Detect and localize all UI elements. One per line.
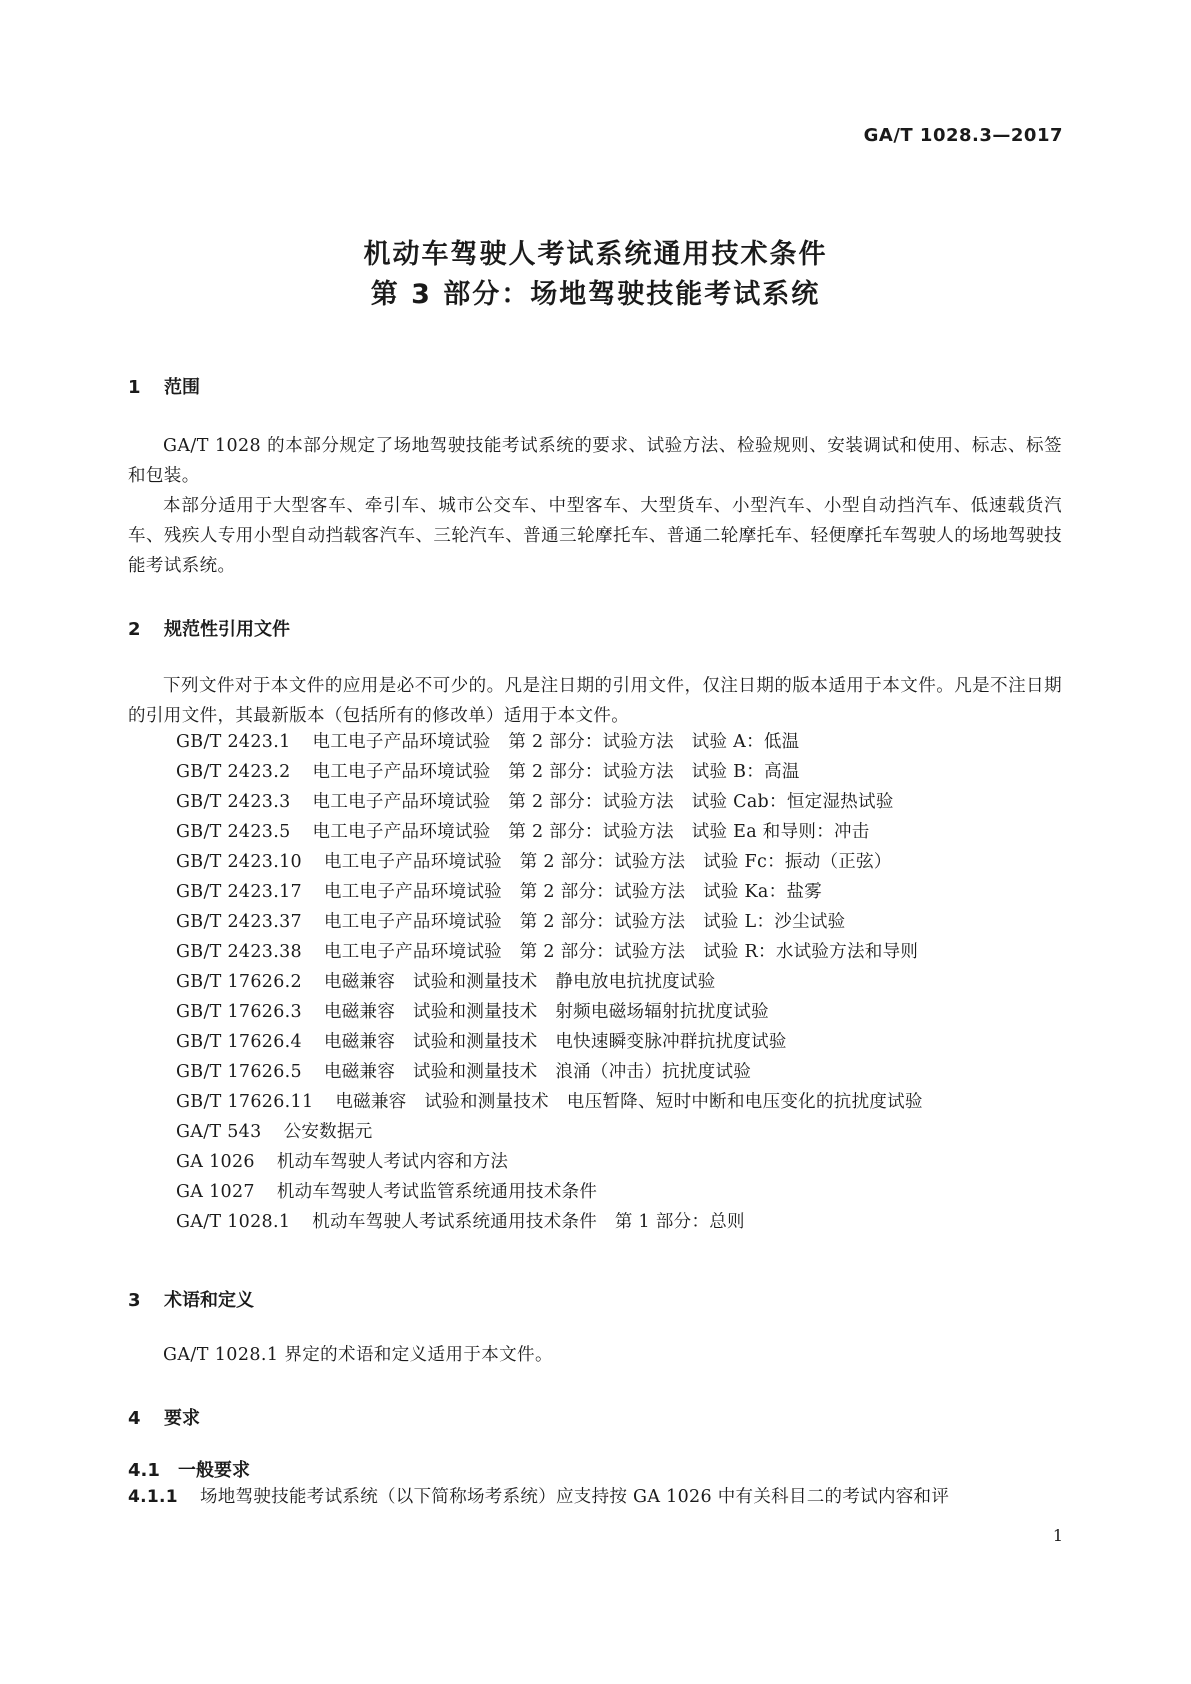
- reference-code: GA 1026: [176, 1152, 255, 1172]
- reference-title: 电工电子产品环境试验 第 2 部分：试验方法 试验 A：低温: [312, 732, 800, 752]
- reference-item: [176, 787, 923, 817]
- reference-title: 机动车驾驶人考试内容和方法: [276, 1152, 509, 1172]
- reference-code: GB/T 17626.4: [176, 1032, 302, 1052]
- reference-code: GB/T 2423.37: [176, 912, 302, 932]
- reference-item: [176, 1117, 923, 1147]
- reference-item: [176, 1207, 923, 1237]
- reference-item: [176, 1027, 923, 1057]
- reference-item: [176, 847, 923, 877]
- reference-code: GB/T 17626.3: [176, 1002, 302, 1022]
- section-4-heading: [128, 1404, 200, 1430]
- reference-item: [176, 1177, 923, 1207]
- reference-item: [176, 997, 923, 1027]
- reference-code: GA 1027: [176, 1182, 255, 1202]
- reference-code: GB/T 2423.38: [176, 942, 302, 962]
- reference-code: GA/T 543: [176, 1122, 262, 1142]
- reference-code: GB/T 2423.17: [176, 882, 302, 902]
- reference-title: 公安数据元: [283, 1122, 373, 1142]
- section-title: 范围: [164, 377, 200, 398]
- reference-title: 电磁兼容 试验和测量技术 射频电磁场辐射抗扰度试验: [323, 1002, 769, 1022]
- section-title: 一般要求: [178, 1460, 250, 1481]
- normative-references-list: [176, 727, 923, 1237]
- reference-item: [176, 1057, 923, 1087]
- reference-code: GB/T 2423.1: [176, 732, 291, 752]
- section-1-paragraph-1: GA/T 1028 的本部分规定了场地驾驶技能考试系统的要求、试验方法、检验规则、安装调试和使用、标志、标签和包装。: [128, 436, 1062, 486]
- reference-item: [176, 937, 923, 967]
- section-4-1-heading: [128, 1456, 250, 1482]
- reference-title: 电工电子产品环境试验 第 2 部分：试验方法 试验 Ea 和导则：冲击: [312, 822, 870, 842]
- page-number: 1: [1052, 1526, 1063, 1545]
- reference-title: 电磁兼容 试验和测量技术 电压暂降、短时中断和电压变化的抗扰度试验: [335, 1092, 923, 1112]
- reference-title: 电工电子产品环境试验 第 2 部分：试验方法 试验 Cab：恒定湿热试验: [312, 792, 894, 812]
- reference-code: GB/T 17626.2: [176, 972, 302, 992]
- reference-code: GB/T 17626.11: [176, 1092, 314, 1112]
- reference-title: 电磁兼容 试验和测量技术 静电放电抗扰度试验: [323, 972, 716, 992]
- reference-code: GB/T 2423.2: [176, 762, 291, 782]
- section-title: 术语和定义: [164, 1290, 254, 1311]
- section-3-heading: [128, 1286, 254, 1312]
- clause-4-1-1: [128, 1483, 1062, 1508]
- reference-item: [176, 877, 923, 907]
- reference-title: 机动车驾驶人考试系统通用技术条件 第 1 部分：总则: [312, 1212, 745, 1232]
- reference-title: 电工电子产品环境试验 第 2 部分：试验方法 试验 Ka：盐雾: [323, 882, 823, 902]
- reference-item: [176, 727, 923, 757]
- reference-item: [176, 757, 923, 787]
- reference-title: 电工电子产品环境试验 第 2 部分：试验方法 试验 R：水试验方法和导则: [323, 942, 919, 962]
- reference-code: GA/T 1028.1: [176, 1212, 291, 1232]
- clause-number: 4.1.1: [128, 1487, 178, 1507]
- reference-title: 电工电子产品环境试验 第 2 部分：试验方法 试验 B：高温: [312, 762, 800, 782]
- reference-item: [176, 967, 923, 997]
- reference-item: [176, 1147, 923, 1177]
- reference-title: 电工电子产品环境试验 第 2 部分：试验方法 试验 Fc：振动（正弦）: [323, 852, 892, 872]
- clause-text: 场地驾驶技能考试系统（以下简称场考系统）应支持按 GA 1026 中有关科目二的考试内容和评: [200, 1487, 950, 1507]
- reference-title: 机动车驾驶人考试监管系统通用技术条件: [276, 1182, 598, 1202]
- reference-item: [176, 1087, 923, 1117]
- reference-item: [176, 817, 923, 847]
- section-number: 4: [128, 1408, 141, 1429]
- section-title: 要求: [164, 1408, 200, 1429]
- reference-title: 电磁兼容 试验和测量技术 电快速瞬变脉冲群抗扰度试验: [323, 1032, 787, 1052]
- section-number: 4.1: [128, 1460, 160, 1481]
- reference-item: [176, 907, 923, 937]
- reference-code: GB/T 2423.10: [176, 852, 302, 872]
- reference-code: GB/T 2423.3: [176, 792, 291, 812]
- reference-code: GB/T 17626.5: [176, 1062, 302, 1082]
- section-number: 1: [128, 377, 141, 398]
- section-title: 规范性引用文件: [164, 619, 290, 640]
- section-1-paragraph-2: 本部分适用于大型客车、牵引车、城市公交车、中型客车、大型货车、小型汽车、小型自动挡汽车、低速载货汽车、残疾人专用小型自动挡载客汽车、三轮汽车、普通三轮摩托车、普通二轮摩托车、轻便摩托车驾驶人的场地驾驶技能考试系统。: [128, 496, 1062, 576]
- reference-title: 电磁兼容 试验和测量技术 浪涌（冲击）抗扰度试验: [323, 1062, 752, 1082]
- document-subtitle: 第 3 部分：场地驾驶技能考试系统: [370, 279, 821, 310]
- reference-title: 电工电子产品环境试验 第 2 部分：试验方法 试验 L：沙尘试验: [323, 912, 846, 932]
- section-2-paragraph-1: 下列文件对于本文件的应用是必不可少的。凡是注日期的引用文件，仅注日期的版本适用于本文件。凡是不注日期的引用文件，其最新版本（包括所有的修改单）适用于本文件。: [128, 676, 1062, 726]
- section-number: 2: [128, 619, 141, 640]
- document-title: 机动车驾驶人考试系统通用技术条件: [363, 239, 828, 270]
- section-2-heading: [128, 615, 290, 641]
- section-1-heading: [128, 373, 200, 399]
- section-number: 3: [128, 1290, 141, 1311]
- reference-code: GB/T 2423.5: [176, 822, 291, 842]
- section-3-paragraph-1: GA/T 1028.1 界定的术语和定义适用于本文件。: [163, 1345, 553, 1365]
- standard-code: GA/T 1028.3—2017: [863, 125, 1063, 146]
